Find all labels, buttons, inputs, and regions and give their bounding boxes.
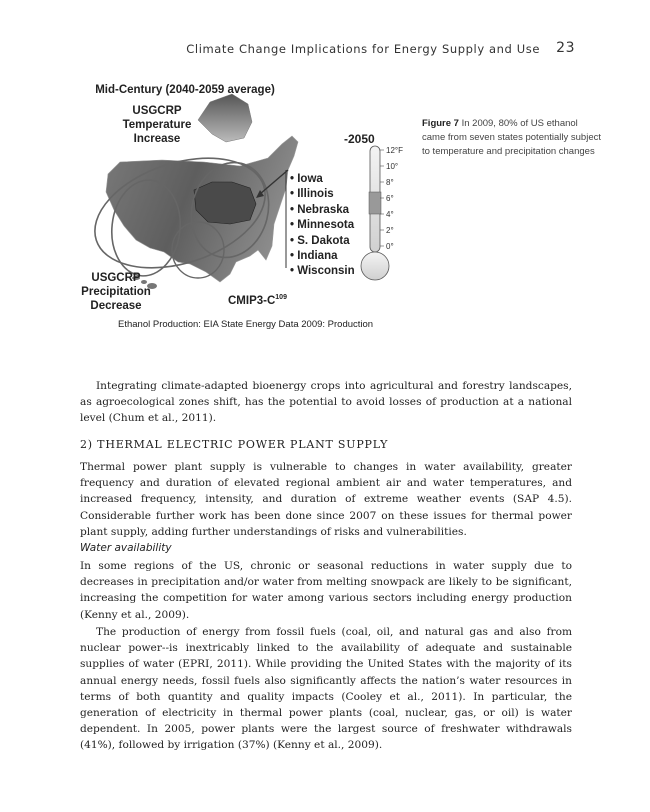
state-item: • Wisconsin	[290, 264, 355, 279]
subsection-heading: Water availability	[80, 542, 172, 554]
scale-tick: 4°	[386, 210, 394, 219]
label-cmip3-text: CMIP3-C	[228, 294, 276, 307]
state-item: • Illinois	[290, 187, 355, 202]
label-temperature-increase	[122, 104, 192, 146]
scale-tick: 6°	[386, 194, 394, 203]
label-temp-line-3: Increase	[133, 133, 181, 145]
state-item: • Minnesota	[290, 218, 355, 233]
caption-label: Figure 7	[422, 118, 459, 129]
label-precip-line-1: USGCRP	[91, 272, 141, 284]
thermometer-bulb	[361, 252, 389, 280]
label-precip-line-3: Decrease	[90, 300, 142, 312]
paragraph-fossil-fuels: The production of energy from fossil fuels (coal, oil, and natural gas and also from nuclear power--is inextricably linked to the availability of adequate and sustainable supplies of water (EPRI, 2011). While providing the United States with the majority of its annual energy needs, fossil fuels also significantly affects the nation’s water resources in terms of both quantity and quality impacts (Cooley et al., 2011). In particular, the generation of electricity in thermal power plants (coal, nuclear, gas, or oil) is water dependent. In 2005, power plants were the largest source of freshwater withdrawals (41%), followed by irrigation (37%) (Kenny et al., 2009).	[80, 626, 572, 752]
label-temp-line-2: Temperature	[122, 119, 192, 131]
label-precipitation-decrease	[80, 271, 152, 313]
thermometer-ticks	[380, 150, 384, 246]
states-list	[290, 172, 355, 280]
paragraph-bioenergy: Integrating climate-adapted bioenergy crops into agricultural and forestry landscapes, as agroecological zones shift, has the potential to avoid losses of production at a national level (Chum et al., 2011).	[80, 380, 572, 425]
label-precip-line-2: Precipitation	[81, 286, 151, 298]
label-cmip3	[228, 291, 287, 308]
running-header	[0, 40, 650, 60]
scale-tick: 10°	[386, 162, 399, 171]
midwest-states-region	[194, 182, 256, 224]
figure-source: Ethanol Production: EIA State Energy Data 2009: Production	[118, 319, 374, 330]
label-temp-line-1: USGCRP	[132, 105, 182, 117]
paragraph-water-supply: In some regions of the US, chronic or seasonal reductions in water supply due to decreases in precipitation and/or water from melting snowpack are likely to be significant, increasing the competition for water among various sectors including energy production (Kenny et al., 2009).	[80, 560, 572, 621]
scale-year-label: -2050	[344, 132, 375, 146]
paragraph-thermal-supply: Thermal power plant supply is vulnerable to changes in water availability, greater frequency and duration of elevated regional ambient air and water temperatures, and increased frequency, intensity, and duration of extreme weather events (SAP 4.5). Considerable further work has been done since 2007 on these issues for thermal power plant supply, adding further understandings of risks and vulnerabilities.	[80, 461, 572, 538]
figure-title: Mid-Century (2040-2059 average)	[95, 84, 275, 96]
scale-tick: 2°	[386, 226, 394, 235]
alaska-shape	[198, 94, 252, 142]
section-heading: 2) THERMAL ELECTRIC POWER PLANT SUPPLY	[80, 438, 389, 451]
state-item: • Iowa	[290, 172, 355, 187]
caption-text: In 2009, 80% of US ethanol came from seven states potentially subject to temperature and precipitation changes	[422, 118, 602, 157]
state-item: • Nebraska	[290, 203, 355, 218]
state-item: • S. Dakota	[290, 234, 355, 249]
thermometer-level-marker	[369, 192, 381, 214]
state-item: • Indiana	[290, 249, 355, 264]
page-number: 23	[556, 40, 575, 56]
figure-caption	[422, 117, 602, 159]
scale-tick: 12°F	[386, 146, 403, 155]
scale-tick: 8°	[386, 178, 394, 187]
running-title: Climate Change Implications for Energy Supply and Use	[186, 42, 540, 56]
label-cmip3-sup: 109	[275, 294, 287, 301]
scale-tick: 0°	[386, 242, 394, 251]
